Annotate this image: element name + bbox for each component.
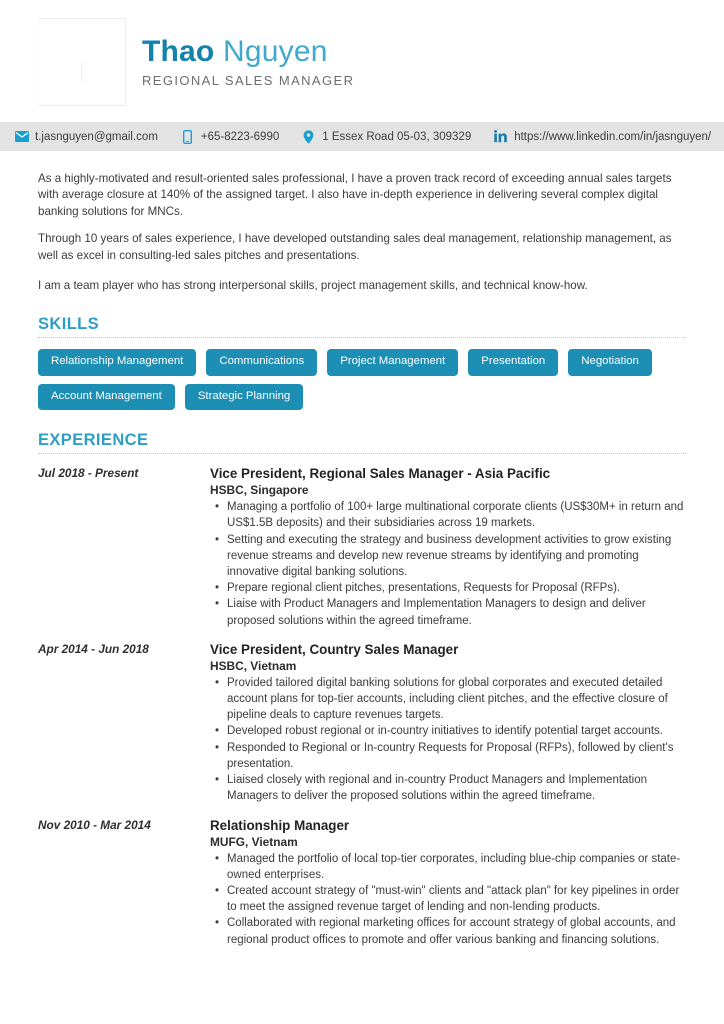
email-icon (14, 129, 29, 144)
contact-bar (0, 122, 724, 151)
summary-section (38, 151, 686, 294)
skills-section (38, 315, 686, 410)
experience-job-title: Vice President, Country Sales Manager (210, 641, 459, 657)
contact-linkedin-text: https://www.linkedin.com/in/jasnguyen/ (514, 130, 712, 143)
experience-section-title: EXPERIENCE (38, 431, 149, 450)
skills-list (38, 349, 686, 410)
experience-company: HSBC, Singapore (210, 483, 309, 498)
first-name: Thao (142, 35, 215, 68)
phone-icon (180, 129, 195, 144)
experience-bullet: • Created account strategy of "must-win" clients and "attack plan" for key pipelines in order to meet the assigned revenue target of lending and non-lending products. (227, 883, 686, 915)
skill-tag[interactable]: Communications (206, 349, 317, 375)
contact-phone[interactable] (180, 129, 279, 144)
contact-address-text: 1 Essex Road 05-03, 309329 (322, 130, 472, 143)
experience-bullet: • Developed robust regional or in-country initiatives to identify potential target accounts. (227, 723, 686, 739)
experience-dates: Nov 2010 - Mar 2014 (38, 817, 151, 832)
location-pin-icon (301, 129, 316, 144)
experience-company: MUFG, Vietnam (210, 834, 298, 849)
section-divider (38, 453, 686, 454)
contact-address[interactable] (301, 129, 471, 144)
experience-bullet: • Liaised closely with regional and in-country Product Managers and Implementation Managers to deliver the proposed solutions within the agreed timeframe. (227, 772, 686, 804)
resume-header (0, 0, 724, 122)
experience-job-title: Vice President, Regional Sales Manager - Asia Pacific (210, 466, 551, 482)
contact-email-text: t.jasnguyen@gmail.com (35, 130, 158, 143)
experience-company: HSBC, Vietnam (210, 658, 297, 673)
contact-email[interactable] (14, 129, 158, 144)
skill-tag[interactable]: Account Management (38, 384, 175, 410)
experience-entry (38, 465, 686, 629)
experience-dates: Jul 2018 - Present (38, 466, 139, 481)
photo-placeholder (38, 18, 126, 106)
resume-content (0, 151, 724, 948)
summary-paragraph: Through 10 years of sales experience, I have developed outstanding sales deal management, relationship management, as well as excel in consulting-led sales pitches and presentations. (38, 232, 672, 262)
experience-details (210, 817, 686, 948)
experience-details (210, 465, 686, 629)
contact-phone-text: +65-8223-6990 (200, 130, 280, 143)
experience-bullets (210, 675, 686, 805)
skill-tag[interactable]: Negotiation (568, 349, 652, 375)
experience-job-title: Relationship Manager (210, 817, 350, 833)
contact-linkedin[interactable] (493, 129, 711, 144)
experience-entry (38, 641, 686, 805)
summary-paragraph: As a highly-motivated and result-oriented sales professional, I have a proven track record of exceeding annual sales targets with average closure at 140% of the assigned target. I also have in-depth experience in delivering several complex digital banking solutions for MNCs. (38, 172, 672, 218)
experience-bullets (210, 851, 686, 948)
linkedin-icon (493, 129, 508, 144)
skill-tag[interactable]: Presentation (468, 349, 558, 375)
experience-bullet: • Managing a portfolio of 100+ large multinational corporate clients (US$30M+ in return and US$1.5B deposits) and their subsidiaries across 19 markets. (227, 499, 686, 531)
experience-section (38, 431, 686, 947)
section-divider (38, 337, 686, 338)
experience-bullets (210, 499, 686, 629)
experience-bullet: • Collaborated with regional marketing offices for account strategy of global accounts, and regional product offices to promote and offer various banking and financing solutions. (227, 915, 686, 947)
name-block (142, 34, 354, 88)
experience-dates: Apr 2014 - Jun 2018 (38, 641, 149, 656)
summary-paragraph: I am a team player who has strong interpersonal skills, project management skills, and technical know-how. (38, 279, 588, 293)
experience-bullet: • Prepare regional client pitches, presentations, Requests for Proposal (RFPs). (227, 580, 686, 596)
skill-tag[interactable]: Strategic Planning (185, 384, 303, 410)
job-role-subtitle: REGIONAL SALES MANAGER (142, 73, 355, 88)
experience-bullet: • Provided tailored digital banking solutions for global corporates and executed detailed account plans for top-tier accounts, including client pitches, and the effective closure of pipeline deals to capture revenues targets. (227, 675, 686, 724)
skills-section-title: SKILLS (38, 315, 100, 334)
experience-bullet: • Setting and executing the strategy and business development activities to grow existing revenue streams and develop new revenue streams by identifying and promoting innovative digital banking solutions. (227, 532, 686, 581)
experience-entry (38, 817, 686, 948)
experience-bullet: • Managed the portfolio of local top-tier corporates, including blue-chip companies or state-owned enterprises. (227, 851, 686, 883)
skill-tag[interactable]: Relationship Management (38, 349, 196, 375)
experience-details (210, 641, 686, 805)
experience-bullet: • Responded to Regional or In-country Requests for Proposal (RFPs), followed by client's presentation. (227, 740, 686, 772)
full-name (142, 34, 354, 70)
experience-bullet: • Liaise with Product Managers and Implementation Managers to design and deliver proposed solutions within the agreed timeframe. (227, 596, 686, 628)
skill-tag[interactable]: Project Management (327, 349, 458, 375)
last-name: Nguyen (223, 35, 328, 68)
